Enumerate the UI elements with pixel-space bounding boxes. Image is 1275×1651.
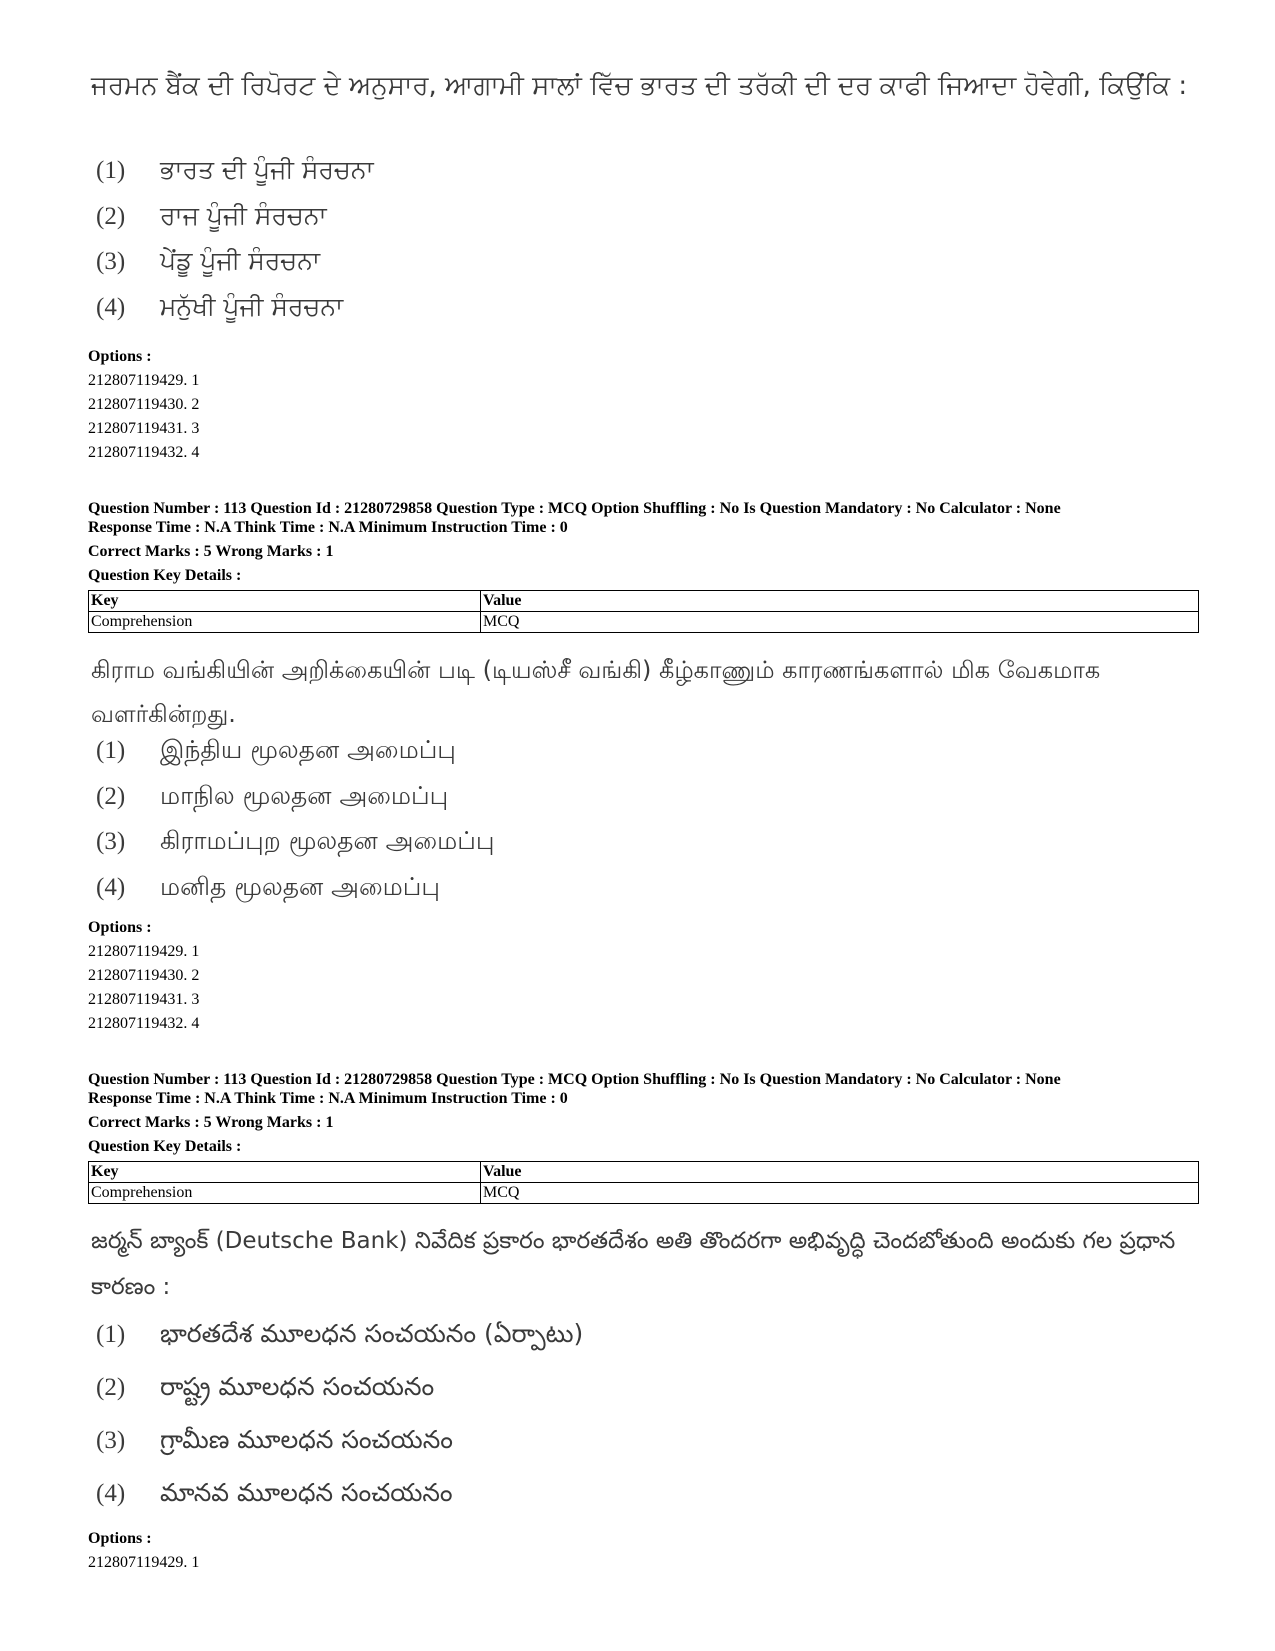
option-id-line: 212807119431. 3 (88, 991, 200, 1008)
choice-number: (3) (96, 828, 126, 855)
option-id-line: 212807119432. 4 (88, 444, 200, 461)
choice-number: (2) (96, 783, 126, 810)
choice-number: (1) (96, 1321, 126, 1348)
choice-text: மாநில மூலதன அமைப்பு (160, 781, 449, 810)
question-header-line2: Response Time : N.A Think Time : N.A Minimum Instruction Time : 0 (88, 1090, 568, 1107)
question-header-line2: Response Time : N.A Think Time : N.A Minimum Instruction Time : 0 (88, 519, 568, 536)
choice-text: ਪੇਂਡੂ ਪੂੰਜੀ ਸੰਰਚਨਾ (160, 246, 321, 275)
option-id-line: 212807119429. 1 (88, 1554, 200, 1571)
question-stem-punjabi: ਜਰਮਨ ਬੈਂਕ ਦੀ ਰਿਪੋਰਟ ਦੇ ਅਨੁਸਾਰ, ਆਗਾਮੀ ਸਾਲਾਂ ਵਿੱਚ ਭਾਰਤ ਦੀ ਤਰੱਕੀ ਦੀ ਦਰ ਕਾਫੀ ਜਿਆਦਾ ਹੋਵੇਗੀ, ਕਿਉਂਕਿ : (91, 71, 1188, 101)
table-header-value: Value (481, 1162, 1199, 1183)
table-header-value: Value (481, 591, 1199, 612)
choice-item (96, 1422, 453, 1458)
option-id-line: 212807119430. 2 (88, 396, 200, 413)
choice-text: மனித மூலதன அமைப்பு (160, 872, 440, 901)
option-id-line: 212807119429. 1 (88, 943, 200, 960)
table-cell-key: Comprehension (89, 612, 481, 633)
question-stem-telugu: జర్మన్ బ్యాంక్ (Deutsche Bank) నివేదిక ప్రకారం భారతదేశం అతి తొందరగా అభివృద్ధి చెందబోతుంది అందుకు గల ప్రధాన కారణం : (91, 1228, 1176, 1300)
choice-item (96, 289, 343, 325)
key-details-label: Question Key Details : (88, 1138, 242, 1155)
marks-line: Correct Marks : 5 Wrong Marks : 1 (88, 1114, 334, 1131)
table-header-key: Key (89, 1162, 481, 1183)
question-stem-tamil: கிராம வங்கியின் அறிக்கையின் படி (டியஸ்சீ வங்கி) கீழ்காணும் காரணங்களால் மிக வேகமாக வளர்கின்றது. (91, 656, 1101, 728)
options-label: Options : (88, 348, 152, 365)
choice-item (96, 1316, 583, 1352)
choice-number: (4) (96, 874, 126, 901)
table-header-key: Key (89, 591, 481, 612)
choice-item (96, 1475, 453, 1511)
choice-text: ਭਾਰਤ ਦੀ ਪੂੰਜੀ ਸੰਰਚਨਾ (160, 155, 374, 184)
key-details-table (88, 590, 1199, 633)
choice-item (96, 823, 494, 859)
marks-line: Correct Marks : 5 Wrong Marks : 1 (88, 543, 334, 560)
table-cell-key: Comprehension (89, 1183, 481, 1204)
choice-number: (3) (96, 1427, 126, 1454)
option-id-line: 212807119432. 4 (88, 1015, 200, 1032)
option-id-line: 212807119429. 1 (88, 372, 200, 389)
choice-number: (3) (96, 248, 126, 275)
table-cell-value: MCQ (481, 612, 1199, 633)
choice-item (96, 243, 320, 279)
key-details-table (88, 1161, 1199, 1204)
choice-number: (1) (96, 737, 126, 764)
choice-text: రాష్ట్ర మూలధన సంచయనం (160, 1372, 435, 1401)
option-id-line: 212807119431. 3 (88, 420, 200, 437)
choice-item (96, 198, 327, 234)
choice-text: భారతదేశ మూలధన సంచయనం (ఏర్పాటు) (160, 1319, 584, 1348)
question-header-line1: Question Number : 113 Question Id : 21280729858 Question Type : MCQ Option Shuffling : No Is Question Mandatory : No Calculator : None (88, 500, 1061, 517)
choice-number: (4) (96, 294, 126, 321)
question-header-line1: Question Number : 113 Question Id : 21280729858 Question Type : MCQ Option Shuffling : No Is Question Mandatory : No Calculator : None (88, 1071, 1061, 1088)
choice-text: இந்திய மூலதன அமைப்பு (160, 735, 456, 764)
choice-item (96, 732, 456, 768)
choice-text: ਰਾਜ ਪੂੰਜੀ ਸੰਰਚਨਾ (160, 201, 327, 230)
choice-item (96, 869, 440, 905)
choice-number: (1) (96, 157, 126, 184)
choice-number: (2) (96, 1374, 126, 1401)
options-label: Options : (88, 1530, 152, 1547)
choice-item (96, 152, 374, 188)
choice-text: ਮਨੁੱਖੀ ਪੂੰਜੀ ਸੰਰਚਨਾ (160, 292, 344, 321)
choice-text: கிராமப்புற மூலதன அமைப்பு (160, 826, 495, 855)
choice-number: (4) (96, 1480, 126, 1507)
key-details-label: Question Key Details : (88, 567, 242, 584)
options-label: Options : (88, 919, 152, 936)
choice-item (96, 778, 448, 814)
choice-number: (2) (96, 203, 126, 230)
choice-item (96, 1369, 434, 1405)
choice-text: మానవ మూలధన సంచయనం (160, 1478, 453, 1507)
table-cell-value: MCQ (481, 1183, 1199, 1204)
option-id-line: 212807119430. 2 (88, 967, 200, 984)
choice-text: గ్రామీణ మూలధన సంచయనం (160, 1425, 453, 1454)
